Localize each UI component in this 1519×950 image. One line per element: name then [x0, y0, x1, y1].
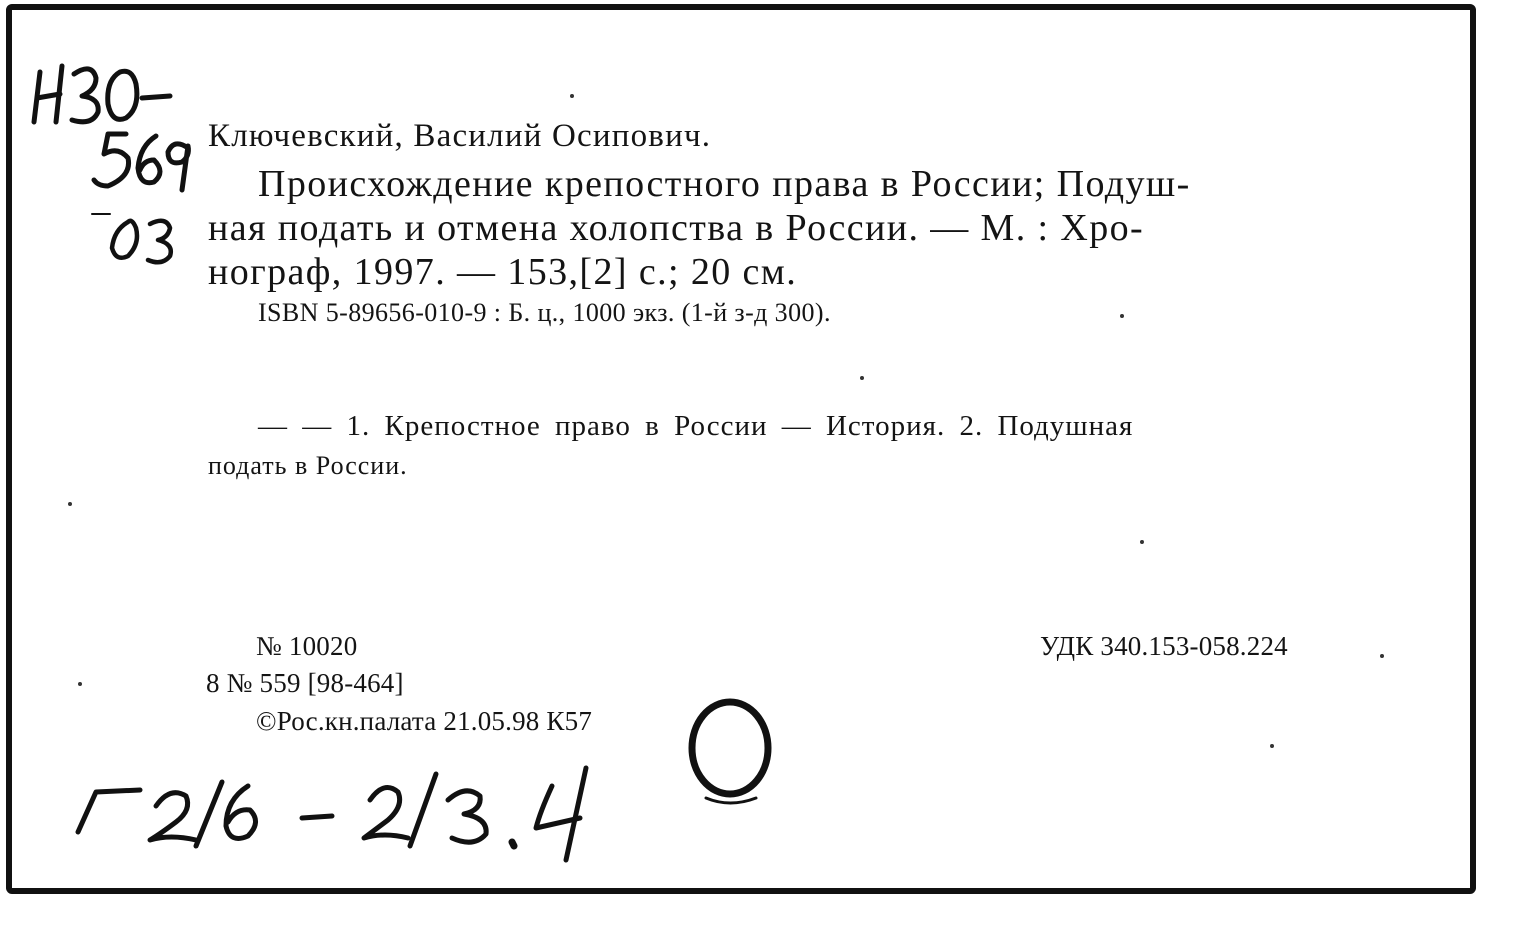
author-heading: Ключевский, Василий Осипович.: [208, 118, 712, 154]
noise-speck: [1380, 654, 1384, 658]
card-number: № 10020: [256, 631, 358, 661]
noise-speck: [1270, 744, 1274, 748]
title-line-3: нограф, 1997. — 153,[2] с.; 20 см.: [208, 251, 798, 293]
noise-speck: [570, 94, 574, 98]
handwritten-bottom-note: [78, 768, 586, 860]
handwritten-shelfmark-bottom: [92, 214, 171, 262]
noise-speck: [68, 502, 72, 506]
udk-code: УДК 340.153-058.224: [1040, 631, 1288, 661]
noise-speck: [78, 682, 82, 686]
handwritten-circle-mark: [692, 702, 768, 803]
handwritten-shelfmark-top: [34, 66, 170, 122]
noise-speck: [1140, 540, 1144, 544]
isbn-line: ISBN 5-89656-010-9 : Б. ц., 1000 экз. (1-й з-д 300).: [258, 298, 831, 327]
noise-speck: [1120, 314, 1124, 318]
record-number: 8 № 559 [98-464]: [206, 668, 404, 698]
chamber-stamp: ©Рос.кн.палата 21.05.98 К57: [256, 706, 593, 736]
subjects-line-1: — — 1. Крепостное право в России — История. 2. Подушная: [258, 410, 1134, 442]
handwritten-shelfmark-middle: [94, 134, 188, 190]
title-line-2: ная подать и отмена холопства в России. — М. : Хро-: [208, 207, 1145, 249]
title-line-1: Происхождение крепостного права в России; Подуш-: [258, 163, 1191, 205]
subjects-line-2: подать в России.: [208, 451, 408, 480]
noise-speck: [860, 376, 864, 380]
